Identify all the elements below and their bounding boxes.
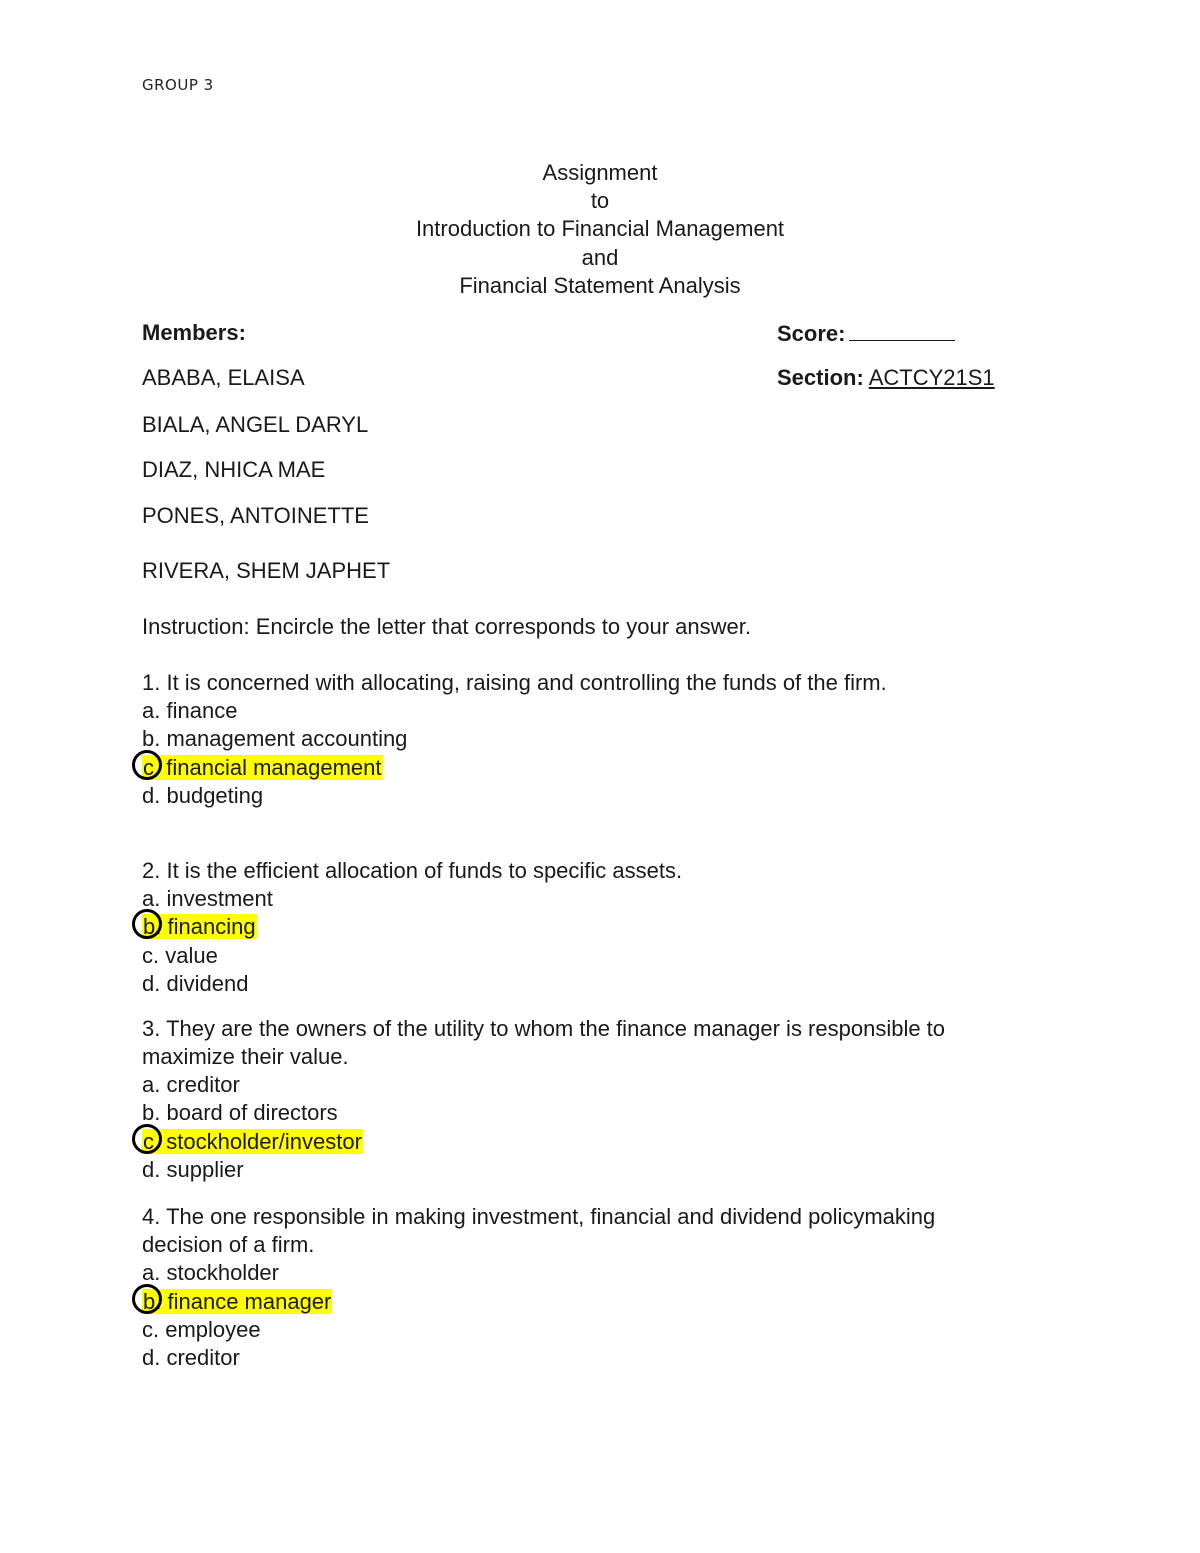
score-field [777, 320, 955, 347]
choice-text: dividend [166, 971, 249, 996]
choice-text: employee [165, 1317, 261, 1342]
question-4-choice-c [142, 1317, 261, 1343]
question-4-stem-cont: decision of a firm. [142, 1232, 315, 1257]
question-1-choice-c [142, 755, 383, 781]
choice-text: finance [166, 698, 238, 723]
instruction-text: Instruction: Encircle the letter that corresponds to your answer. [142, 614, 751, 639]
question-4-choice-d [142, 1345, 240, 1371]
choice-letter: c. [143, 755, 161, 780]
choice-text: value [165, 943, 218, 968]
member-name: PONES, ANTOINETTE [142, 503, 369, 528]
question-4-choice-b [142, 1289, 332, 1315]
section-label: Section: [777, 365, 864, 390]
choice-text: supplier [166, 1157, 244, 1182]
choice-letter: d. [142, 1157, 161, 1182]
choice-letter: b. [142, 726, 161, 751]
choice-text: creditor [166, 1072, 240, 1097]
highlighted-answer [142, 1129, 363, 1154]
member-name: RIVERA, SHEM JAPHET [142, 558, 391, 583]
answer-circle-mark [132, 1124, 162, 1154]
question-3-stem: 3. They are the owners of the utility to whom the finance manager is responsible to [142, 1016, 946, 1041]
choice-text: creditor [166, 1345, 240, 1370]
question-2-choice-c [142, 943, 218, 969]
question-2-stem: 2. It is the efficient allocation of funds to specific assets. [142, 858, 683, 883]
choice-text: management accounting [166, 726, 408, 751]
section-value: ACTCY21S1 [868, 365, 995, 390]
choice-letter: b. [142, 1100, 161, 1125]
highlighted-answer [142, 755, 383, 780]
choice-letter: a. [142, 1072, 161, 1097]
member-name: BIALA, ANGEL DARYL [142, 412, 369, 437]
choice-text: financing [167, 914, 256, 939]
choice-letter: b. [143, 914, 162, 939]
choice-text: investment [166, 886, 273, 911]
score-label: Score: [777, 321, 846, 346]
choice-letter: d. [142, 971, 161, 996]
question-3-stem-cont: maximize their value. [142, 1044, 349, 1069]
group-header: GROUP 3 [142, 76, 214, 94]
choice-letter: b. [143, 1289, 162, 1314]
question-1-choice-b [142, 726, 407, 752]
title-line-assignment: Assignment [542, 160, 658, 185]
choice-text: finance manager [167, 1289, 332, 1314]
title-line-subject: Financial Statement Analysis [459, 273, 741, 298]
choice-letter: c. [142, 943, 160, 968]
choice-text: stockholder/investor [166, 1129, 362, 1154]
choice-text: board of directors [166, 1100, 338, 1125]
member-name: DIAZ, NHICA MAE [142, 457, 326, 482]
choice-letter: a. [142, 698, 161, 723]
choice-letter: d. [142, 1345, 161, 1370]
question-2-choice-d [142, 971, 248, 997]
question-1-choice-d [142, 783, 263, 809]
question-3-choice-b [142, 1100, 338, 1126]
answer-circle-mark [132, 750, 162, 780]
choice-letter: d. [142, 783, 161, 808]
question-2-choice-a [142, 886, 273, 912]
section-field [777, 365, 995, 391]
choice-letter: a. [142, 1260, 161, 1285]
question-1-stem: 1. It is concerned with allocating, raising and controlling the funds of the firm. [142, 670, 887, 695]
choice-text: budgeting [166, 783, 264, 808]
question-3-choice-c [142, 1129, 363, 1155]
score-blank-line [849, 320, 955, 341]
question-4-choice-a [142, 1260, 279, 1286]
highlighted-answer [142, 1289, 332, 1314]
choice-letter: c. [142, 1317, 160, 1342]
question-3-choice-a [142, 1072, 240, 1098]
answer-circle-mark [132, 1284, 162, 1314]
choice-letter: a. [142, 886, 161, 911]
members-label: Members: [142, 320, 246, 345]
question-3-choice-d [142, 1157, 244, 1183]
title-line-and: and [581, 245, 619, 270]
member-name: ABABA, ELAISA [142, 365, 305, 390]
choice-text: stockholder [166, 1260, 279, 1285]
question-1-choice-a [142, 698, 237, 724]
answer-circle-mark [132, 909, 162, 939]
title-line-to: to [590, 188, 610, 213]
choice-text: financial management [166, 755, 382, 780]
title-line-course: Introduction to Financial Management [415, 216, 785, 241]
choice-letter: c. [143, 1129, 161, 1154]
question-4-stem: 4. The one responsible in making investment, financial and dividend policymaking [142, 1204, 936, 1229]
